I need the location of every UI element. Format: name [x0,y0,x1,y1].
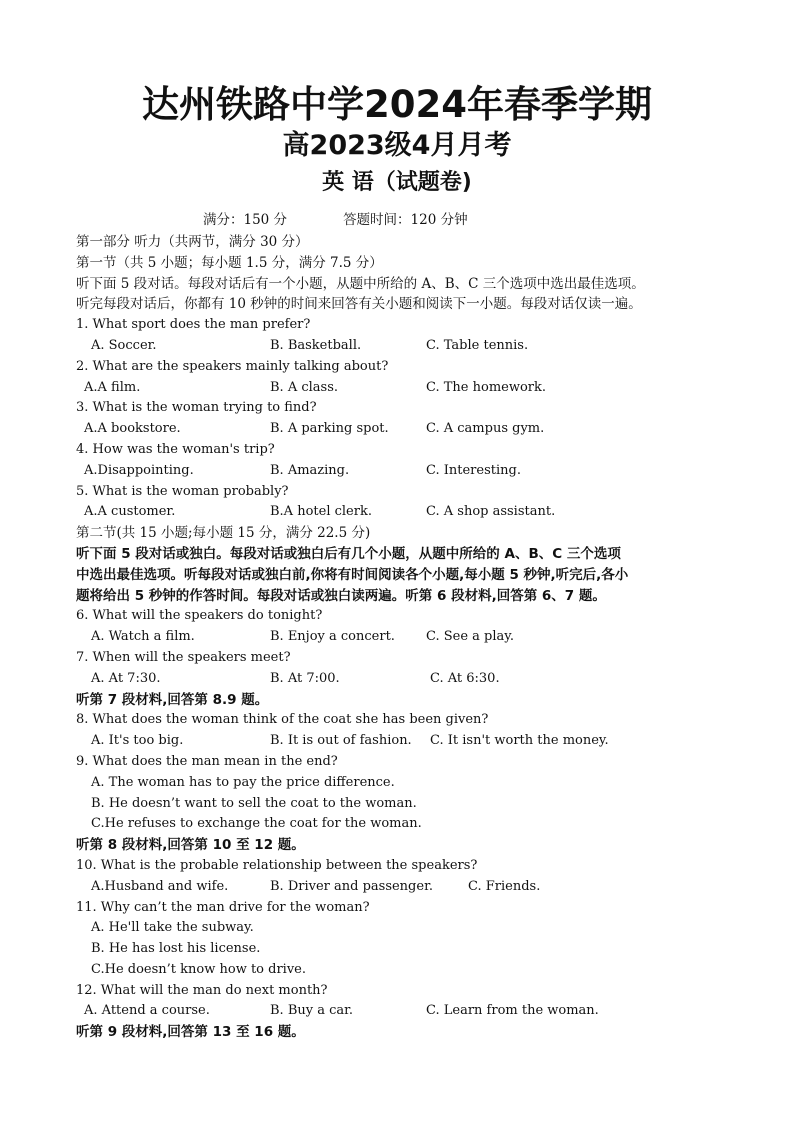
exam-title-grade: 高2023级4月月考 [282,130,512,161]
section2-heading: 第二节(共 15 小题;每小题 15 分，满分 22.5 分) [76,525,371,542]
question-8-options [76,731,736,752]
option-a: A. Watch a film. [91,629,195,645]
option-b: B. A parking spot. [270,421,389,437]
option-b: B. Basketball. [270,337,362,353]
option-a: A.A customer. [84,504,176,520]
section2-instruction: 题将给出 5 秒钟的作答时间。每段对话或独白读两遍。听第 6 段材料,回答第 6、7 题。 [76,587,606,604]
option-c: C. Table tennis. [426,337,529,353]
section1-instruction: 听下面 5 段对话。每段对话后有一个小题，从题中所给的 A、B、C 三个选项中选出最佳选项。 [76,275,645,292]
exam-time: 答题时间：120 分钟 [343,212,468,228]
option-b: B. It is out of fashion. [270,733,412,749]
option-a: A.Husband and wife. [91,878,229,894]
option-a: A.Disappointing. [84,462,194,478]
option-b: B. He doesn’t want to sell the coat to the woman. [91,795,417,811]
option-a: A. The woman has to pay the price difference. [91,774,395,790]
option-c: C. See a play. [426,629,515,645]
option-c: C. A campus gym. [426,421,545,437]
exam-title-school: 达州铁路中学2024年春季学期 [142,83,652,126]
question-12: 12. What will the man do next month? [76,982,328,998]
section2-instruction: 中选出最佳选项。听每段对话或独白前,你将有时间阅读各个小题,每小题 5 秒钟,听完后,各小 [76,566,629,583]
option-a: A. Attend a course. [84,1003,210,1019]
option-b: B. Amazing. [270,462,350,478]
option-b: B. Driver and passenger. [270,878,433,894]
exam-meta [203,210,468,231]
section1-instruction: 听完每段对话后，你都有 10 秒钟的时间来回答有关小题和阅读下一小题。每段对话仅读一遍。 [76,296,642,313]
option-b: B.A hotel clerk. [270,504,372,520]
option-c: C. It isn't worth the money. [430,733,609,749]
option-b: B. Enjoy a concert. [270,629,395,645]
question-4: 4. How was the woman's trip? [76,441,275,457]
option-a: A.A bookstore. [84,421,181,437]
question-3-options [76,419,736,440]
option-a: A. At 7:30. [91,670,161,686]
question-9: 9. What does the man mean in the end? [76,753,338,769]
question-2-options [76,378,736,399]
option-b: B. At 7:00. [270,670,340,686]
option-a: A.A film. [84,379,141,395]
question-10: 10. What is the probable relationship between the speakers? [76,857,478,873]
option-b: B. Buy a car. [270,1003,354,1019]
option-c: C.He doesn’t know how to drive. [91,961,306,977]
exam-content [76,232,736,1043]
listening-material-9: 听第 9 段材料,回答第 13 至 16 题。 [76,1024,305,1041]
listening-material-8: 听第 8 段材料,回答第 10 至 12 题。 [76,837,305,854]
question-11: 11. Why can’t the man drive for the woman? [76,899,370,915]
question-5: 5. What is the woman probably? [76,483,289,499]
question-1: 1. What sport does the man prefer? [76,317,311,333]
option-a: A. It's too big. [91,733,184,749]
question-8: 8. What does the woman think of the coat she has been given? [76,712,489,728]
option-c: C. Learn from the woman. [426,1003,599,1019]
option-b: B. He has lost his license. [91,941,261,957]
section1-heading: 第一节（共 5 小题；每小题 1.5 分，满分 7.5 分） [76,254,383,271]
question-10-options [76,877,736,898]
question-6: 6. What will the speakers do tonight? [76,608,323,624]
option-a: A. He'll take the subway. [91,920,254,936]
exam-title-subject: 英 语（试题卷) [322,170,472,195]
option-b: B. A class. [270,379,339,395]
option-c: C. A shop assistant. [426,504,556,520]
option-c: C. Friends. [468,878,541,894]
question-6-options [76,627,736,648]
option-c: C.He refuses to exchange the coat for the woman. [91,816,422,832]
option-c: C. The homework. [426,379,547,395]
section2-instruction: 听下面 5 段对话或独白。每段对话或独白后有几个小题，从题中所给的 A、B、C 三个选项 [76,545,621,562]
question-5-options [76,502,736,523]
option-c: C. Interesting. [426,462,521,478]
full-score: 满分：150 分 [203,212,288,228]
option-a: A. Soccer. [91,337,157,353]
part1-heading: 第一部分 听力（共两节，满分 30 分） [76,234,309,250]
question-4-options [76,461,736,482]
question-3: 3. What is the woman trying to find? [76,400,317,416]
question-7-options [76,669,736,690]
question-1-options [76,336,736,357]
question-2: 2. What are the speakers mainly talking about? [76,358,389,374]
option-c: C. At 6:30. [430,670,500,686]
listening-material-7: 听第 7 段材料,回答第 8.9 题。 [76,691,269,708]
question-12-options [76,1001,736,1022]
question-7: 7. When will the speakers meet? [76,649,291,665]
